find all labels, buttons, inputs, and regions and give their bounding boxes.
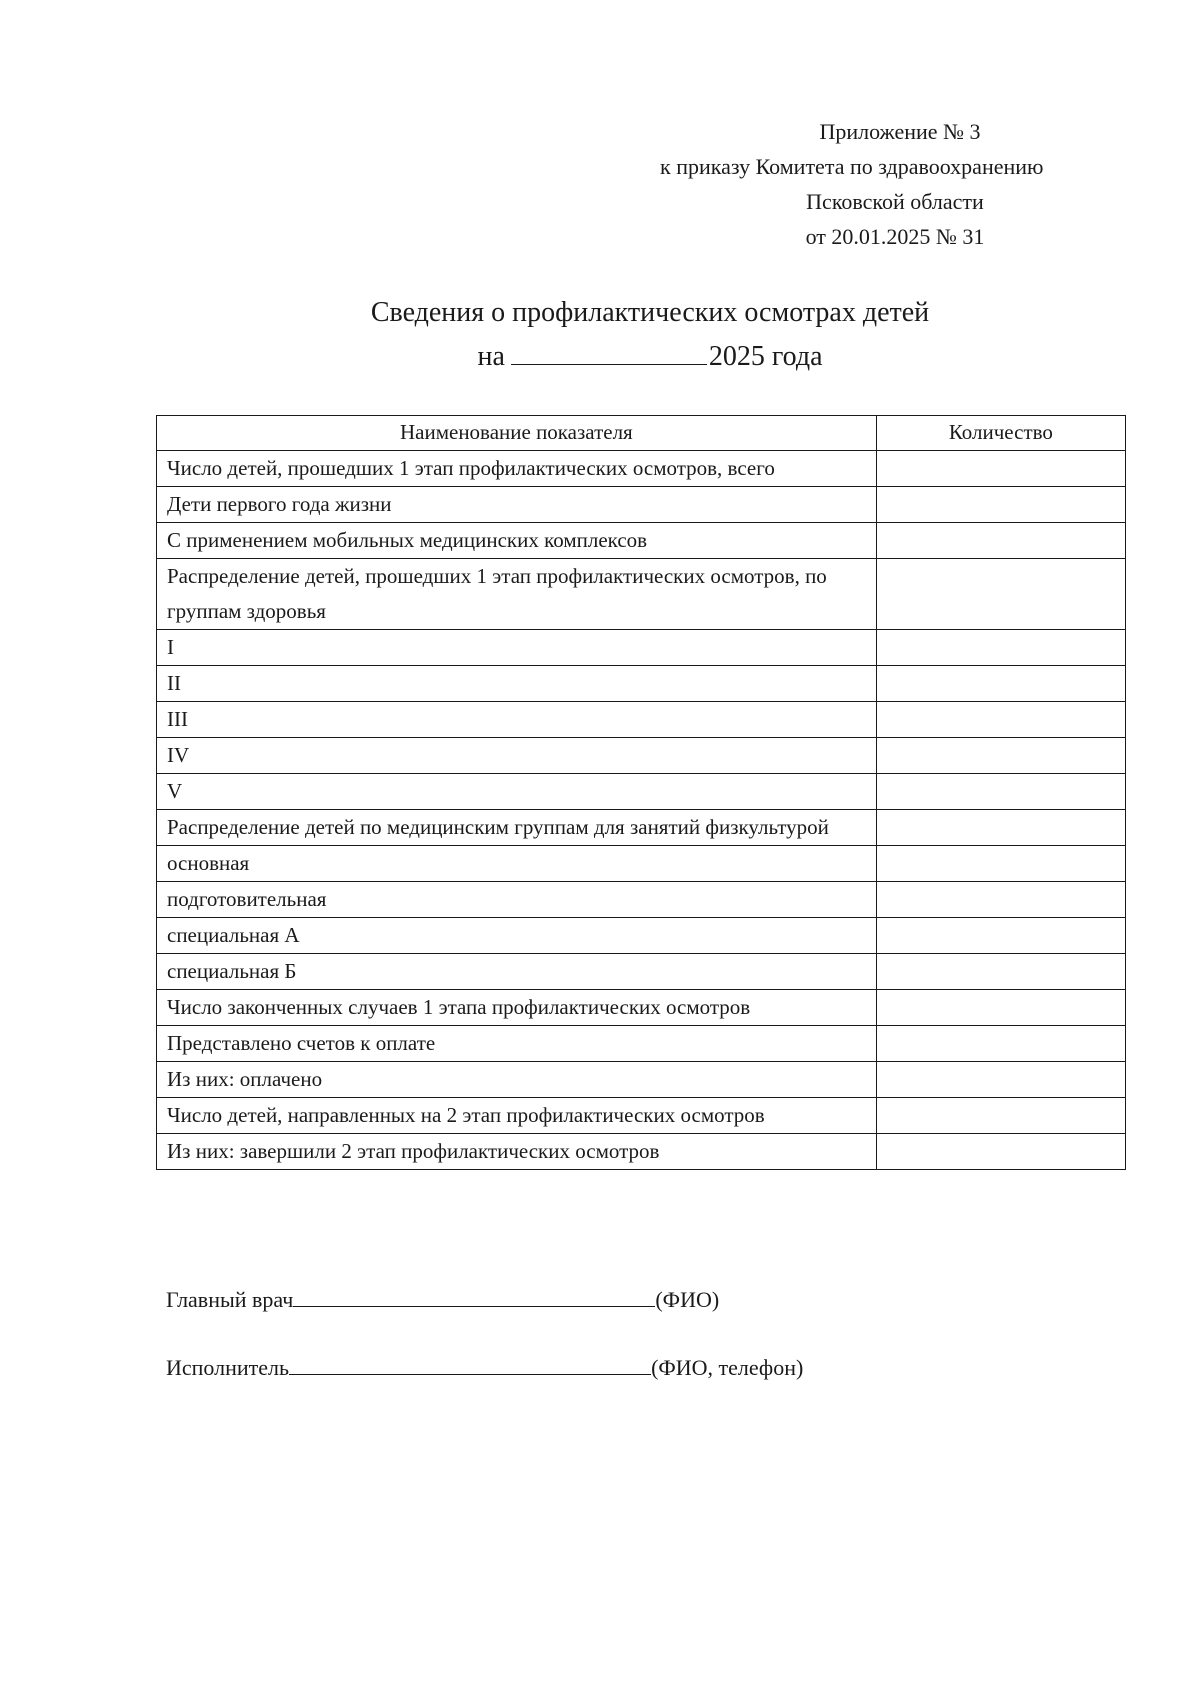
indicator-name-cell: подготовительная — [157, 882, 877, 918]
table-row — [157, 1098, 1126, 1134]
indicator-name-cell: Дети первого года жизни — [157, 487, 877, 523]
quantity-cell[interactable] — [876, 1062, 1125, 1098]
table-header-row — [157, 416, 1126, 451]
table-row — [157, 882, 1126, 918]
table-row — [157, 666, 1126, 702]
indicator-name-cell: Распределение детей, прошедших 1 этап профилактических осмотров, по группам здоровья — [157, 559, 877, 630]
quantity-cell[interactable] — [876, 702, 1125, 738]
indicator-name-cell: Число детей, прошедших 1 этап профилактических осмотров, всего — [157, 451, 877, 487]
quantity-cell[interactable] — [876, 1098, 1125, 1134]
table-row — [157, 1026, 1126, 1062]
table-row — [157, 810, 1126, 846]
indicator-name-cell: Число детей, направленных на 2 этап профилактических осмотров — [157, 1098, 877, 1134]
chief-doctor-signature — [166, 1282, 719, 1315]
table-row — [157, 1134, 1126, 1170]
chief-doctor-blank-field[interactable] — [293, 1282, 655, 1307]
table-row — [157, 1062, 1126, 1098]
indicator-name-cell: I — [157, 630, 877, 666]
table-row — [157, 487, 1126, 523]
executor-hint: (ФИО, телефон) — [651, 1355, 804, 1380]
table-body — [157, 451, 1126, 1170]
quantity-cell[interactable] — [876, 1026, 1125, 1062]
quantity-cell[interactable] — [876, 990, 1125, 1026]
date-suffix: 2025 года — [708, 341, 823, 372]
indicators-table — [156, 415, 1126, 1170]
indicator-name-cell: V — [157, 774, 877, 810]
table-row — [157, 702, 1126, 738]
column-header-quantity: Количество — [876, 416, 1125, 451]
quantity-cell[interactable] — [876, 846, 1125, 882]
table-row — [157, 954, 1126, 990]
quantity-cell[interactable] — [876, 774, 1125, 810]
executor-signature — [166, 1350, 803, 1383]
table-row — [157, 738, 1126, 774]
table-row — [157, 451, 1126, 487]
quantity-cell[interactable] — [876, 1134, 1125, 1170]
table-row — [157, 523, 1126, 559]
quantity-cell[interactable] — [876, 954, 1125, 990]
column-header-indicator: Наименование показателя — [157, 416, 877, 451]
quantity-cell[interactable] — [876, 559, 1125, 630]
indicator-name-cell: Число законченных случаев 1 этапа профилактических осмотров — [157, 990, 877, 1026]
region-name: Псковской области — [806, 189, 984, 214]
indicator-name-cell: С применением мобильных медицинских комплексов — [157, 523, 877, 559]
order-reference: к приказу Комитета по здравоохранению — [660, 154, 1044, 179]
order-date-number: от 20.01.2025 № 31 — [805, 224, 985, 249]
indicator-name-cell: Из них: завершили 2 этап профилактических осмотров — [157, 1134, 877, 1170]
chief-doctor-label: Главный врач — [166, 1287, 294, 1312]
executor-label: Исполнитель — [166, 1355, 290, 1380]
quantity-cell[interactable] — [876, 882, 1125, 918]
indicator-name-cell: специальная Б — [157, 954, 877, 990]
table-row — [157, 846, 1126, 882]
quantity-cell[interactable] — [876, 918, 1125, 954]
date-prefix: на — [477, 341, 505, 372]
report-date-line — [300, 334, 1000, 378]
indicator-name-cell: Распределение детей по медицинским группам для занятий физкультурой — [157, 810, 877, 846]
quantity-cell[interactable] — [876, 810, 1125, 846]
table-row — [157, 630, 1126, 666]
table-row — [157, 990, 1126, 1026]
table-row — [157, 918, 1126, 954]
indicator-name-cell: Представлено счетов к оплате — [157, 1026, 877, 1062]
quantity-cell[interactable] — [876, 630, 1125, 666]
indicator-name-cell: IV — [157, 738, 877, 774]
quantity-cell[interactable] — [876, 523, 1125, 559]
quantity-cell[interactable] — [876, 738, 1125, 774]
chief-doctor-hint: (ФИО) — [655, 1287, 720, 1312]
date-blank-field[interactable] — [511, 334, 707, 365]
table-row — [157, 774, 1126, 810]
indicator-name-cell: основная — [157, 846, 877, 882]
quantity-cell[interactable] — [876, 487, 1125, 523]
indicator-name-cell: II — [157, 666, 877, 702]
appendix-number: Приложение № 3 — [819, 119, 981, 144]
executor-blank-field[interactable] — [289, 1350, 651, 1375]
indicator-name-cell: III — [157, 702, 877, 738]
table-row — [157, 559, 1126, 630]
quantity-cell[interactable] — [876, 451, 1125, 487]
appendix-header — [660, 114, 1130, 254]
document-title: Сведения о профилактических осмотрах детей — [370, 297, 930, 328]
indicator-name-cell: Из них: оплачено — [157, 1062, 877, 1098]
indicator-name-cell: специальная А — [157, 918, 877, 954]
quantity-cell[interactable] — [876, 666, 1125, 702]
